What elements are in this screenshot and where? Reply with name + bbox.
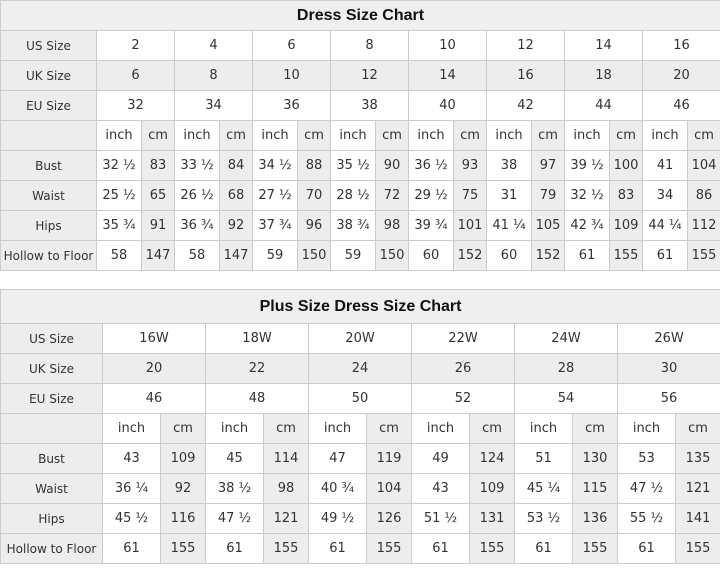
measure-cm-cell: 98 [264,474,309,504]
measure-cm-cell: 124 [470,444,515,474]
unit-header-cell: cm [264,414,309,444]
size-value-cell: 52 [412,384,515,414]
measure-cm-cell: 96 [298,211,331,241]
row-label: UK Size [1,354,103,384]
row-label: Waist [1,474,103,504]
size-value-cell: 46 [103,384,206,414]
measure-cm-cell: 147 [220,241,253,271]
size-value-cell: 12 [331,61,409,91]
unit-header-cell: cm [142,121,175,151]
size-value-cell: 46 [643,91,720,121]
size-value-cell: 12 [487,31,565,61]
measure-cm-cell: 92 [220,211,253,241]
size-value-cell: 56 [618,384,720,414]
measure-inch-cell: 32 ½ [565,181,610,211]
measure-inch-cell: 61 [103,534,161,564]
measure-inch-cell: 61 [618,534,676,564]
size-value-cell: 44 [565,91,643,121]
measure-cm-cell: 72 [376,181,409,211]
table-title: Dress Size Chart [1,1,720,31]
measure-cm-cell: 155 [367,534,412,564]
measure-inch-cell: 49 ½ [309,504,367,534]
size-value-cell: 36 [253,91,331,121]
size-value-cell: 32 [97,91,175,121]
unit-header-cell: inch [515,414,573,444]
measure-inch-cell: 28 ½ [331,181,376,211]
measure-inch-cell: 27 ½ [253,181,298,211]
measure-cm-cell: 155 [161,534,206,564]
measure-inch-cell: 39 ¾ [409,211,454,241]
size-value-cell: 24W [515,324,618,354]
measure-cm-cell: 109 [470,474,515,504]
unit-header-cell: inch [97,121,142,151]
unit-header-cell: cm [470,414,515,444]
row-label: US Size [1,31,97,61]
size-value-cell: 2 [97,31,175,61]
measure-cm-cell: 155 [688,241,720,271]
unit-header-cell: inch [643,121,688,151]
size-value-cell: 20W [309,324,412,354]
measure-inch-cell: 45 ¼ [515,474,573,504]
measure-cm-cell: 155 [573,534,618,564]
measure-inch-cell: 43 [103,444,161,474]
size-value-cell: 8 [331,31,409,61]
measure-inch-cell: 58 [97,241,142,271]
size-value-cell: 40 [409,91,487,121]
unit-header-cell: cm [298,121,331,151]
measure-inch-cell: 61 [309,534,367,564]
measure-inch-cell: 53 [618,444,676,474]
row-label: Bust [1,444,103,474]
measure-inch-cell: 53 ½ [515,504,573,534]
unit-row-label [1,121,97,151]
unit-header-cell: inch [331,121,376,151]
unit-header-cell: cm [161,414,206,444]
measure-inch-cell: 58 [175,241,220,271]
measure-cm-cell: 104 [688,151,720,181]
measure-cm-cell: 155 [610,241,643,271]
measure-inch-cell: 59 [331,241,376,271]
measure-inch-cell: 44 ¼ [643,211,688,241]
size-value-cell: 14 [409,61,487,91]
unit-header-cell: cm [532,121,565,151]
measure-cm-cell: 86 [688,181,720,211]
unit-header-cell: inch [103,414,161,444]
measure-inch-cell: 36 ¼ [103,474,161,504]
size-value-cell: 42 [487,91,565,121]
measure-inch-cell: 39 ½ [565,151,610,181]
measure-cm-cell: 152 [532,241,565,271]
size-value-cell: 50 [309,384,412,414]
size-chart-table [0,289,720,564]
measure-inch-cell: 61 [643,241,688,271]
measure-inch-cell: 34 ½ [253,151,298,181]
measure-inch-cell: 40 ¾ [309,474,367,504]
row-label: UK Size [1,61,97,91]
unit-header-cell: cm [676,414,720,444]
measure-cm-cell: 152 [454,241,487,271]
measure-inch-cell: 45 [206,444,264,474]
unit-header-cell: cm [376,121,409,151]
measure-inch-cell: 61 [206,534,264,564]
measure-inch-cell: 51 ½ [412,504,470,534]
row-label: US Size [1,324,103,354]
unit-header-cell: inch [309,414,367,444]
unit-header-cell: cm [454,121,487,151]
measure-cm-cell: 150 [376,241,409,271]
measure-inch-cell: 47 [309,444,367,474]
measure-cm-cell: 115 [573,474,618,504]
measure-cm-cell: 98 [376,211,409,241]
unit-header-cell: inch [409,121,454,151]
measure-inch-cell: 47 ½ [206,504,264,534]
size-value-cell: 10 [253,61,331,91]
unit-header-cell: inch [618,414,676,444]
unit-header-cell: inch [487,121,532,151]
measure-inch-cell: 42 ¾ [565,211,610,241]
measure-inch-cell: 61 [515,534,573,564]
size-value-cell: 6 [253,31,331,61]
size-value-cell: 38 [331,91,409,121]
size-value-cell: 22W [412,324,515,354]
size-value-cell: 20 [103,354,206,384]
unit-header-cell: inch [412,414,470,444]
size-value-cell: 54 [515,384,618,414]
measure-cm-cell: 83 [142,151,175,181]
measure-cm-cell: 79 [532,181,565,211]
unit-header-cell: cm [688,121,720,151]
measure-cm-cell: 91 [142,211,175,241]
unit-header-cell: cm [367,414,412,444]
measure-cm-cell: 116 [161,504,206,534]
size-value-cell: 6 [97,61,175,91]
measure-inch-cell: 32 ½ [97,151,142,181]
unit-header-cell: inch [206,414,264,444]
measure-cm-cell: 90 [376,151,409,181]
measure-inch-cell: 61 [412,534,470,564]
measure-inch-cell: 35 ½ [331,151,376,181]
size-value-cell: 24 [309,354,412,384]
measure-cm-cell: 92 [161,474,206,504]
measure-cm-cell: 114 [264,444,309,474]
measure-inch-cell: 49 [412,444,470,474]
measure-inch-cell: 29 ½ [409,181,454,211]
measure-inch-cell: 43 [412,474,470,504]
measure-inch-cell: 34 [643,181,688,211]
unit-header-cell: inch [253,121,298,151]
measure-inch-cell: 55 ½ [618,504,676,534]
size-chart-table [0,0,720,271]
size-value-cell: 34 [175,91,253,121]
size-value-cell: 18W [206,324,309,354]
measure-cm-cell: 101 [454,211,487,241]
measure-cm-cell: 155 [264,534,309,564]
measure-inch-cell: 38 ¾ [331,211,376,241]
size-value-cell: 4 [175,31,253,61]
row-label: Waist [1,181,97,211]
measure-inch-cell: 41 [643,151,688,181]
measure-cm-cell: 121 [264,504,309,534]
measure-cm-cell: 150 [298,241,331,271]
measure-inch-cell: 36 ½ [409,151,454,181]
measure-inch-cell: 60 [409,241,454,271]
row-label: Hips [1,211,97,241]
measure-inch-cell: 36 ¾ [175,211,220,241]
measure-cm-cell: 119 [367,444,412,474]
row-label: EU Size [1,91,97,121]
size-value-cell: 16 [643,31,720,61]
row-label: Hollow to Floor [1,241,97,271]
measure-inch-cell: 38 [487,151,532,181]
row-label: EU Size [1,384,103,414]
measure-cm-cell: 75 [454,181,487,211]
unit-row-label [1,414,103,444]
measure-cm-cell: 121 [676,474,720,504]
unit-header-cell: cm [573,414,618,444]
measure-cm-cell: 70 [298,181,331,211]
size-value-cell: 10 [409,31,487,61]
measure-cm-cell: 65 [142,181,175,211]
size-value-cell: 30 [618,354,720,384]
size-value-cell: 28 [515,354,618,384]
measure-cm-cell: 155 [676,534,720,564]
measure-inch-cell: 26 ½ [175,181,220,211]
measure-inch-cell: 61 [565,241,610,271]
measure-cm-cell: 109 [161,444,206,474]
measure-inch-cell: 59 [253,241,298,271]
size-value-cell: 18 [565,61,643,91]
measure-cm-cell: 141 [676,504,720,534]
measure-inch-cell: 31 [487,181,532,211]
measure-cm-cell: 112 [688,211,720,241]
size-value-cell: 8 [175,61,253,91]
measure-inch-cell: 47 ½ [618,474,676,504]
measure-cm-cell: 109 [610,211,643,241]
measure-cm-cell: 68 [220,181,253,211]
table-title: Plus Size Dress Size Chart [1,290,720,324]
size-value-cell: 22 [206,354,309,384]
measure-cm-cell: 130 [573,444,618,474]
size-value-cell: 26W [618,324,720,354]
measure-inch-cell: 37 ¾ [253,211,298,241]
measure-inch-cell: 33 ½ [175,151,220,181]
row-label: Hips [1,504,103,534]
size-value-cell: 48 [206,384,309,414]
size-value-cell: 16W [103,324,206,354]
row-label: Hollow to Floor [1,534,103,564]
measure-cm-cell: 97 [532,151,565,181]
measure-cm-cell: 136 [573,504,618,534]
measure-inch-cell: 25 ½ [97,181,142,211]
measure-cm-cell: 131 [470,504,515,534]
measure-inch-cell: 41 ¼ [487,211,532,241]
measure-inch-cell: 45 ½ [103,504,161,534]
unit-header-cell: inch [175,121,220,151]
measure-inch-cell: 60 [487,241,532,271]
unit-header-cell: cm [220,121,253,151]
measure-cm-cell: 84 [220,151,253,181]
measure-cm-cell: 83 [610,181,643,211]
measure-cm-cell: 100 [610,151,643,181]
measure-inch-cell: 38 ½ [206,474,264,504]
measure-cm-cell: 104 [367,474,412,504]
row-label: Bust [1,151,97,181]
measure-cm-cell: 105 [532,211,565,241]
size-value-cell: 14 [565,31,643,61]
size-value-cell: 16 [487,61,565,91]
measure-cm-cell: 155 [470,534,515,564]
measure-cm-cell: 147 [142,241,175,271]
unit-header-cell: cm [610,121,643,151]
measure-cm-cell: 88 [298,151,331,181]
measure-inch-cell: 35 ¾ [97,211,142,241]
unit-header-cell: inch [565,121,610,151]
measure-inch-cell: 51 [515,444,573,474]
measure-cm-cell: 93 [454,151,487,181]
measure-cm-cell: 135 [676,444,720,474]
size-value-cell: 20 [643,61,720,91]
measure-cm-cell: 126 [367,504,412,534]
size-value-cell: 26 [412,354,515,384]
